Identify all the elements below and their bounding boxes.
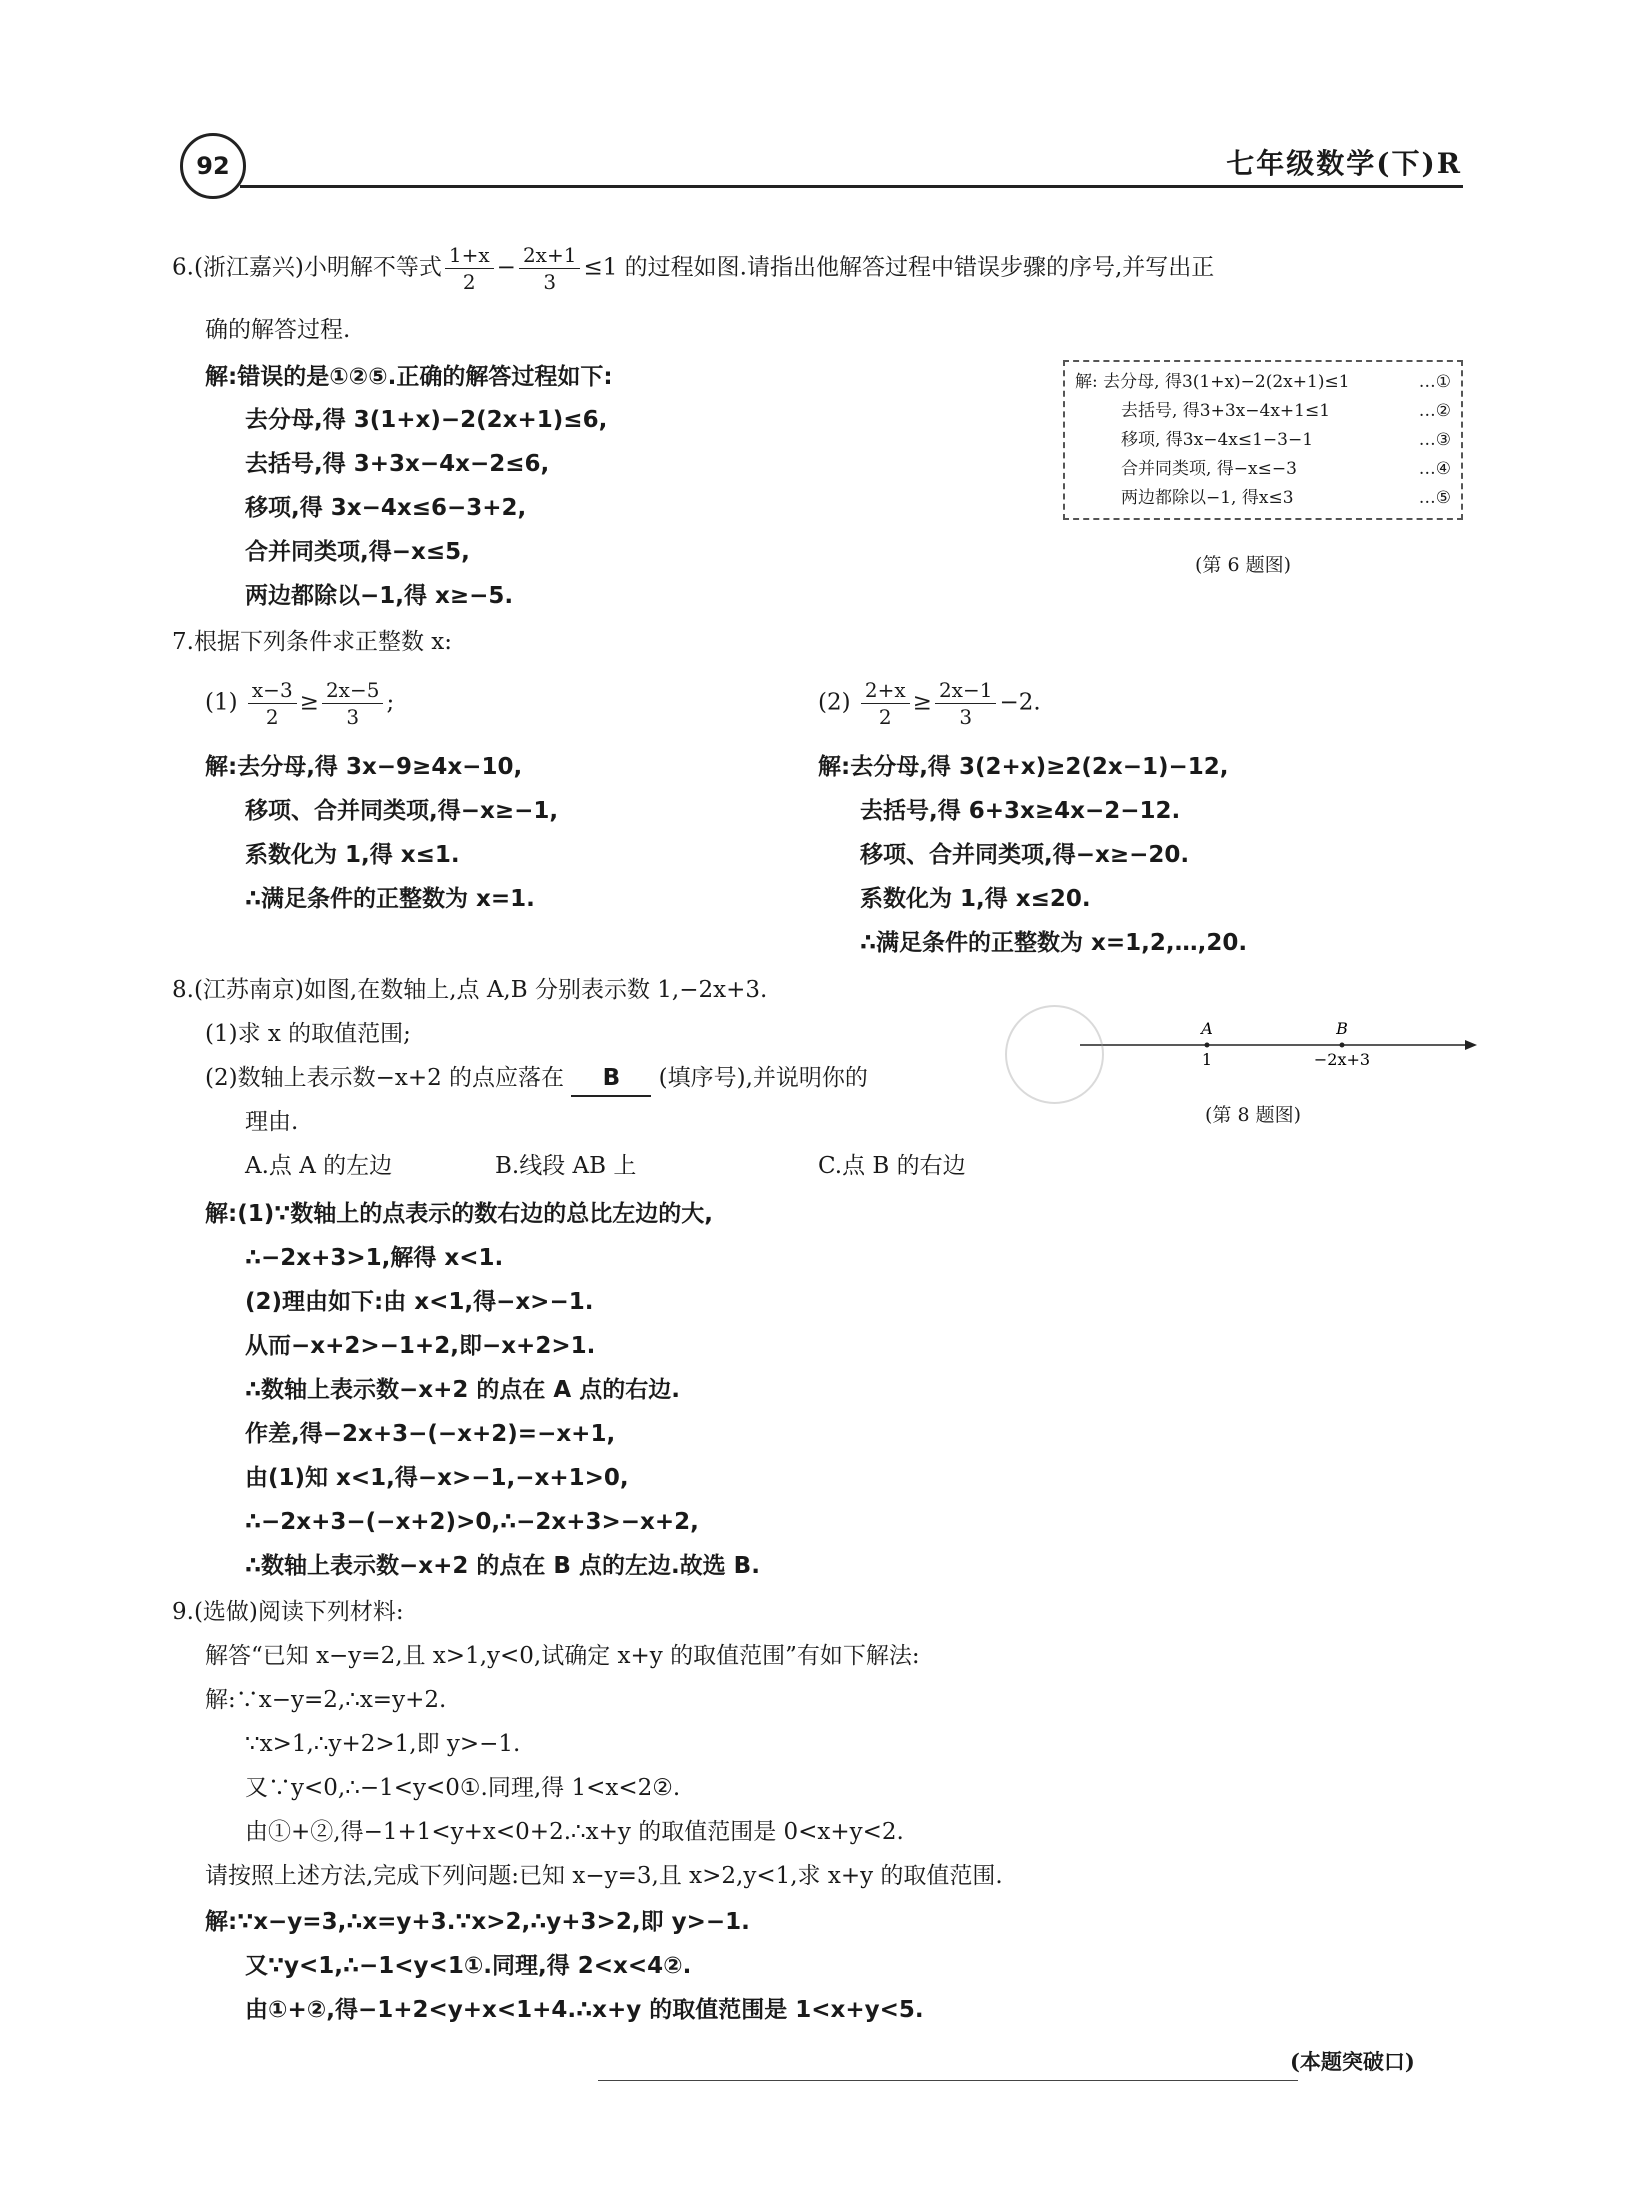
q6-frac2-numerator: 2x+1 (519, 245, 581, 269)
q6-answer-line: 去分母,得 3(1+x)−2(2x+1)≤6, (245, 407, 608, 433)
q6-frac1-numerator: 1+x (445, 245, 494, 269)
q8-option-c: C.点 B 的右边 (818, 1153, 966, 1179)
q9-material-line: 又∵y<0,∴−1<y<0①.同理,得 1<x<2②. (245, 1775, 681, 1801)
q7-part1-b-denominator: 3 (346, 705, 360, 729)
page-number: 92 (180, 133, 246, 199)
q6-figure-row (1075, 426, 1451, 455)
q9-material-line: 解答“已知 x−y=2,且 x>1,y<0,试确定 x+y 的取值范围”有如下解法: (205, 1643, 920, 1669)
q8-option-b: B.线段 AB 上 (495, 1153, 637, 1179)
q8-answer-line: ∴−2x+3−(−x+2)>0,∴−2x+3>−x+2, (245, 1509, 699, 1535)
q6-figure-row (1075, 455, 1451, 484)
q6-figure-mark: …② (1418, 401, 1451, 421)
footer-rule (598, 2080, 1298, 2081)
q6-figure-row (1075, 397, 1451, 426)
q7-part1-a-numerator: x−3 (248, 680, 297, 704)
q9-answer-line: 由①+②,得−1+2<y+x<1+4.∴x+y 的取值范围是 1<x+y<5. (245, 1997, 924, 2023)
q7-answer1-line: ∴满足条件的正整数为 x=1. (245, 886, 535, 912)
q8-figure-caption: (第 8 题图) (1205, 1104, 1301, 1126)
q7-part2-frac-a (861, 680, 910, 727)
q7-answer1-line: 解:去分母,得 3x−9≥4x−10, (205, 754, 523, 780)
q6-answer-line: 两边都除以−1,得 x≥−5. (245, 583, 514, 609)
q8-sub2-line2: 理由. (245, 1109, 299, 1135)
q6-prompt-line2: 确的解答过程. (205, 317, 351, 343)
q7-answer2-line: 去括号,得 6+3x≥4x−2−12. (860, 798, 1181, 824)
q7-part2-frac-b (935, 680, 997, 727)
q8-number-line-figure (1080, 1010, 1480, 1090)
q8-answer-line: ∴数轴上表示数−x+2 的点在 A 点的右边. (245, 1377, 680, 1403)
q6-figure-step: 合并同类项, 得−x≤−3 (1121, 459, 1297, 479)
q8-answer-line: ∴−2x+3>1,解得 x<1. (245, 1245, 504, 1271)
q6-figure-mark: …③ (1418, 430, 1451, 450)
q6-fraction-1 (445, 245, 494, 292)
q6-figure-step: 移项, 得3x−4x≤1−3−1 (1121, 430, 1314, 450)
footer-note: (本题突破口) (1290, 2049, 1415, 2074)
q8-answer-line: 解:(1)∵数轴上的点表示的数右边的总比左边的大, (205, 1201, 713, 1227)
q7-answer1-line: 系数化为 1,得 x≤1. (245, 842, 460, 868)
q7-part2-a-denominator: 2 (878, 705, 892, 729)
q7-part2-a-numerator: 2+x (861, 680, 910, 704)
q6-figure-mark: …① (1418, 372, 1451, 392)
q6-figure-mark: …⑤ (1418, 488, 1451, 508)
q6-suffix: ≤1 的过程如图.请指出他解答过程中错误步骤的序号,并写出正 (583, 254, 1215, 281)
q9-answer-line: 解:∵x−y=3,∴x=y+3.∵x>2,∴y+3>2,即 y>−1. (205, 1909, 750, 1935)
q8-sub2-post: (填序号),并说明你的 (658, 1065, 868, 1091)
q9-material-line: 解:∵x−y=2,∴x=y+2. (205, 1687, 447, 1713)
q8-answer-blank: B (571, 1061, 651, 1097)
q7-part2-end: −2. (999, 689, 1041, 716)
q7-part1 (205, 680, 394, 727)
q7-part1-relation: ≥ (299, 689, 319, 716)
q7-part1-end: ; (386, 689, 395, 716)
q6-prefix: 6.(浙江嘉兴)小明解不等式 (172, 254, 442, 281)
q9-material-line: ∵x>1,∴y+2>1,即 y>−1. (245, 1731, 521, 1757)
q6-answer-line: 去括号,得 3+3x−4x−2≤6, (245, 451, 550, 477)
q7-part1-label: (1) (205, 689, 238, 716)
q6-figure-step: 解: 去分母, 得3(1+x)−2(2x+1)≤1 (1075, 372, 1350, 392)
number-line-arrow-icon (1465, 1040, 1477, 1050)
q6-figure-box (1063, 360, 1463, 520)
point-b-dot (1340, 1043, 1345, 1048)
q6-frac1-denominator: 2 (462, 270, 476, 294)
q6-minus: − (496, 254, 516, 281)
q7-part2-relation: ≥ (912, 689, 932, 716)
point-b-value: −2x+3 (1313, 1050, 1371, 1069)
q8-answer-line: (2)理由如下:由 x<1,得−x>−1. (245, 1289, 594, 1315)
watermark-stamp (1005, 1005, 1104, 1104)
q6-figure-mark: …④ (1418, 459, 1451, 479)
point-a-label: A (1201, 1019, 1213, 1038)
point-b-label: B (1336, 1019, 1348, 1038)
q7-answer1-line: 移项、合并同类项,得−x≥−1, (245, 798, 559, 824)
q7-part2-label: (2) (818, 689, 851, 716)
q8-answer-line: ∴数轴上表示数−x+2 的点在 B 点的左边.故选 B. (245, 1553, 760, 1579)
q8-option-a: A.点 A 的左边 (245, 1153, 393, 1179)
q9-title: 9.(选做)阅读下列材料: (172, 1599, 404, 1625)
q9-material-line: 由①+②,得−1+1<y+x<0+2.∴x+y 的取值范围是 0<x+y<2. (245, 1819, 904, 1845)
q9-answer-line: 又∵y<1,∴−1<y<1①.同理,得 2<x<4②. (245, 1953, 692, 1979)
q6-fraction-2 (519, 245, 581, 292)
q7-part2 (818, 680, 1041, 727)
header-rule (240, 185, 1463, 188)
q7-part1-frac-b (322, 680, 384, 727)
q8-answer-line: 由(1)知 x<1,得−x>−1,−x+1>0, (245, 1465, 629, 1491)
q7-answer2-line: ∴满足条件的正整数为 x=1,2,…,20. (860, 930, 1248, 956)
q8-answer-line: 作差,得−2x+3−(−x+2)=−x+1, (245, 1421, 616, 1447)
q6-prompt (172, 245, 1214, 292)
q8-title: 8.(江苏南京)如图,在数轴上,点 A,B 分别表示数 1,−2x+3. (172, 977, 768, 1003)
q7-answer2-line: 解:去分母,得 3(2+x)≥2(2x−1)−12, (818, 754, 1229, 780)
q9-question: 请按照上述方法,完成下列问题:已知 x−y=3,且 x>2,y<1,求 x+y 的取值范围. (205, 1863, 1003, 1889)
q8-sub2-pre: (2)数轴上表示数−x+2 的点应落在 (205, 1065, 565, 1091)
q6-frac2-denominator: 3 (543, 270, 557, 294)
q7-title: 7.根据下列条件求正整数 x: (172, 629, 452, 655)
q7-part2-b-numerator: 2x−1 (935, 680, 997, 704)
q7-answer2-line: 系数化为 1,得 x≤20. (860, 886, 1091, 912)
q8-sub1: (1)求 x 的取值范围; (205, 1021, 411, 1047)
q7-part1-b-numerator: 2x−5 (322, 680, 384, 704)
q6-figure-step: 去括号, 得3+3x−4x+1≤1 (1121, 401, 1331, 421)
q8-sub2 (205, 1056, 868, 1100)
q7-answer2-line: 移项、合并同类项,得−x≥−20. (860, 842, 1190, 868)
q6-figure-caption: (第 6 题图) (1195, 554, 1291, 576)
point-a-value: 1 (1201, 1050, 1213, 1069)
q8-answer-line: 从而−x+2>−1+2,即−x+2>1. (245, 1333, 596, 1359)
book-title: 七年级数学(下)R (1226, 147, 1462, 180)
q6-answer-line: 移项,得 3x−4x≤6−3+2, (245, 495, 527, 521)
q7-part1-a-denominator: 2 (265, 705, 279, 729)
q6-figure-step: 两边都除以−1, 得x≤3 (1121, 488, 1294, 508)
q6-figure-row (1075, 484, 1451, 513)
q6-answer-line: 合并同类项,得−x≤5, (245, 539, 470, 565)
q6-answer-line: 解:错误的是①②⑤.正确的解答过程如下: (205, 364, 613, 390)
q7-part1-frac-a (248, 680, 297, 727)
q7-part2-b-denominator: 3 (959, 705, 973, 729)
q6-figure-row (1075, 368, 1451, 397)
point-a-dot (1205, 1043, 1210, 1048)
